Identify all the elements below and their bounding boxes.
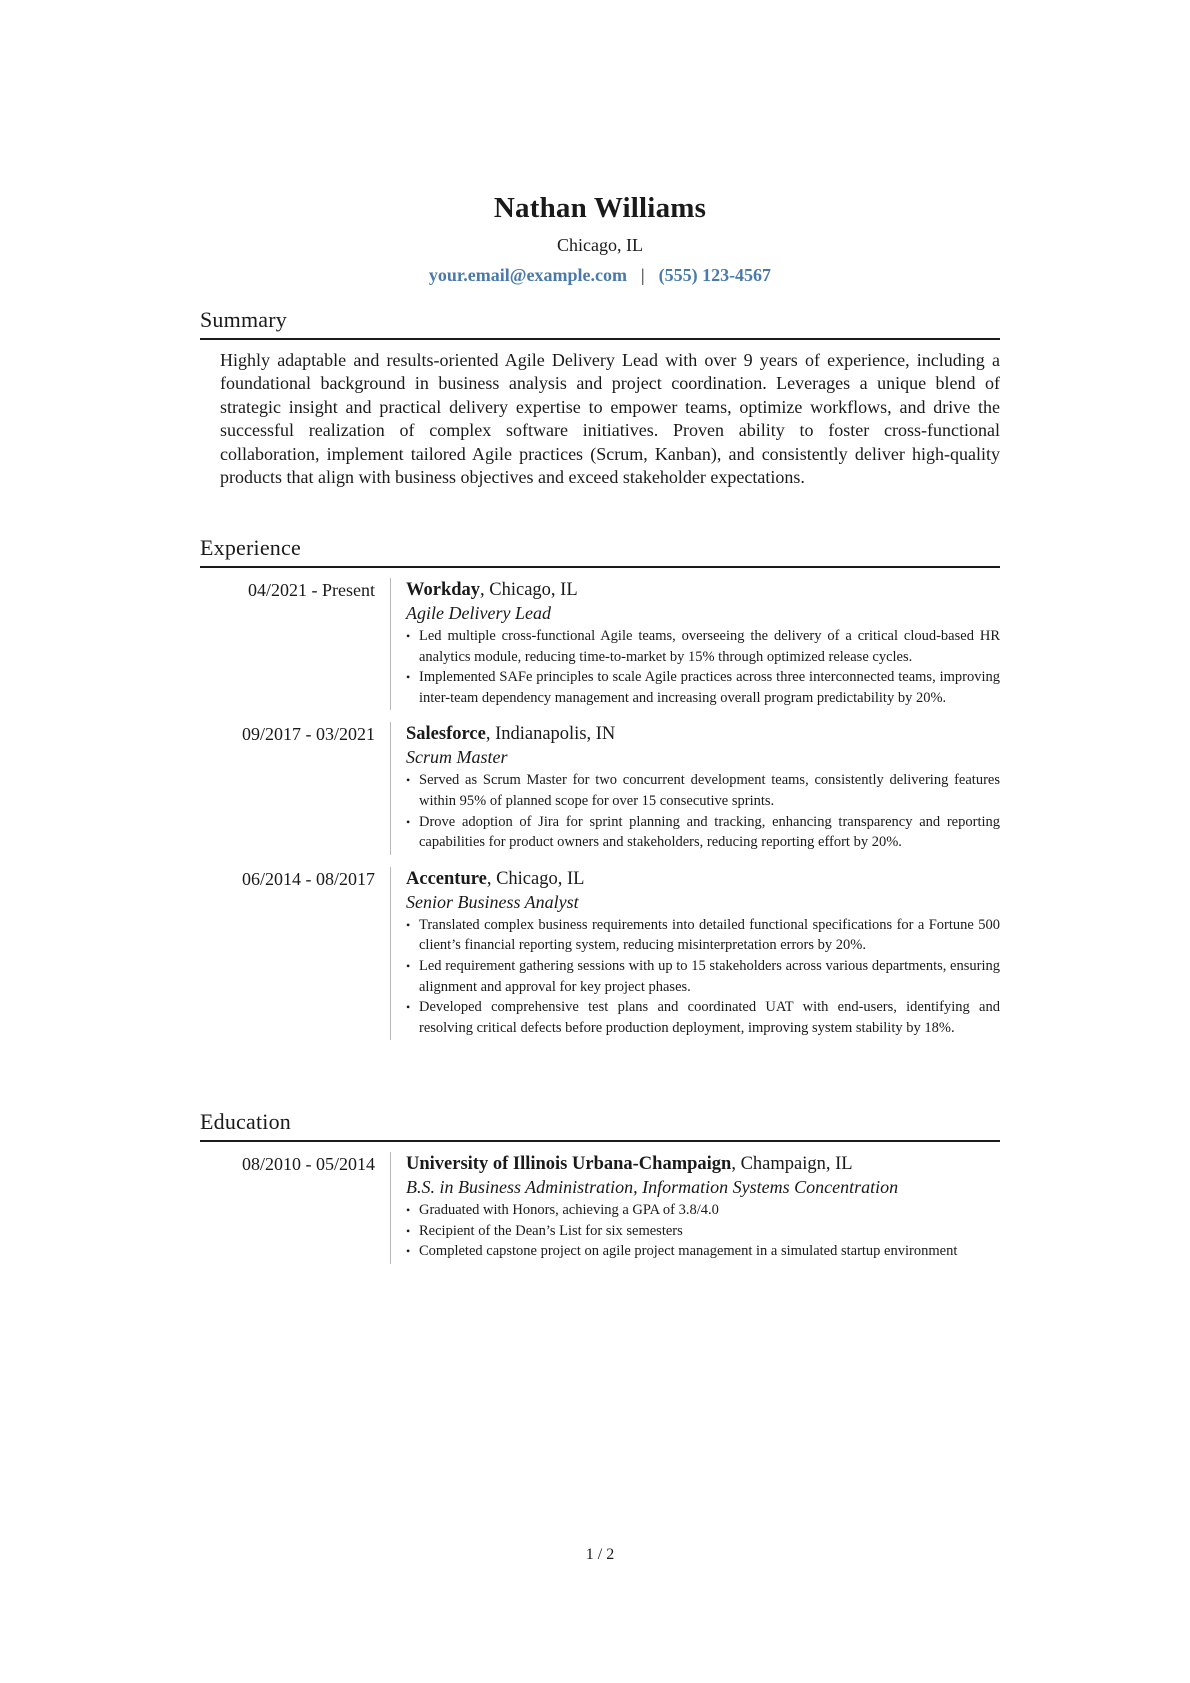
experience-details bbox=[390, 578, 1000, 710]
experience-bullet: • Translated complex business requirements into detailed functional specifications for a Fortune 500 client’s financial reporting system, reducing misinterpretation errors by 20%. bbox=[406, 915, 1000, 956]
candidate-location: Chicago, IL bbox=[557, 235, 643, 255]
experience-heading bbox=[406, 722, 1000, 746]
candidate-name: Nathan Williams bbox=[493, 192, 707, 224]
experience-bullet-list bbox=[406, 770, 1000, 852]
experience-bullet: • Served as Scrum Master for two concurrent development teams, consistently delivering features within 95% of planned scope for over 15 consecutive sprints. bbox=[406, 770, 1000, 811]
contact-separator: | bbox=[640, 265, 645, 285]
education-section bbox=[200, 1108, 1000, 1264]
section-title-experience: Experience bbox=[200, 534, 1000, 568]
experience-entry bbox=[200, 722, 1000, 854]
experience-date: 04/2021 - Present bbox=[248, 580, 375, 600]
education-location: , Champaign, IL bbox=[731, 1154, 853, 1174]
summary-text: Highly adaptable and results-oriented Agile Delivery Lead with over 9 years of experience, including a foundational background in business analysis and project coordination. Leverages a unique blend of strategic insight and practical delivery expertise to empower teams, optimize workflows, and drive the successful realization of complex software initiatives. Proven ability to foster cross-functional collaboration, implement tailored Agile practices (Scrum, Kanban), and consistently deliver high-quality products that align with business objectives and exceed stakeholder expectations. bbox=[220, 350, 1000, 488]
phone-link[interactable]: (555) 123-4567 bbox=[658, 265, 772, 285]
experience-entry bbox=[200, 578, 1000, 710]
education-details bbox=[390, 1152, 1000, 1264]
experience-section bbox=[200, 534, 1000, 1040]
education-entry bbox=[200, 1152, 1000, 1264]
experience-location: , Chicago, IL bbox=[486, 868, 585, 889]
experience-location: , Indianapolis, IN bbox=[485, 724, 616, 745]
education-role: B.S. in Business Administration, Information Systems Concentration bbox=[406, 1177, 899, 1197]
experience-details bbox=[390, 722, 1000, 854]
experience-role: Agile Delivery Lead bbox=[406, 603, 551, 623]
summary-section bbox=[200, 306, 1000, 489]
resume-page bbox=[200, 0, 1000, 1683]
experience-entry bbox=[200, 867, 1000, 1041]
experience-list bbox=[200, 578, 1000, 1040]
education-bullet: • Recipient of the Dean’s List for six semesters bbox=[406, 1221, 1000, 1242]
education-organization: University of Illinois Urbana-Champaign bbox=[406, 1154, 732, 1174]
experience-organization: Workday bbox=[406, 580, 481, 600]
experience-details bbox=[390, 867, 1000, 1041]
education-bullet-list bbox=[406, 1200, 1000, 1262]
education-bullet: • Completed capstone project on agile project management in a simulated startup environment bbox=[406, 1241, 1000, 1262]
resume-header bbox=[200, 190, 1000, 288]
education-bullet: • Graduated with Honors, achieving a GPA of 3.8/4.0 bbox=[406, 1200, 1000, 1221]
experience-heading bbox=[406, 867, 1000, 891]
experience-bullet: • Drove adoption of Jira for sprint planning and tracking, enhancing transparency and reporting capabilities for product owners and stakeholders, reducing reporting effort by 20%. bbox=[406, 812, 1000, 853]
experience-date: 09/2017 - 03/2021 bbox=[242, 724, 375, 745]
experience-heading bbox=[406, 578, 1000, 602]
section-title-summary: Summary bbox=[200, 306, 1000, 340]
experience-bullet-list bbox=[406, 915, 1000, 1039]
experience-location: , Chicago, IL bbox=[480, 580, 578, 600]
section-title-education: Education bbox=[200, 1108, 1000, 1142]
education-heading bbox=[406, 1152, 1000, 1176]
experience-role: Senior Business Analyst bbox=[406, 891, 579, 912]
contact-line bbox=[200, 262, 1000, 288]
education-date: 08/2010 - 05/2014 bbox=[242, 1154, 375, 1174]
experience-organization: Accenture bbox=[406, 868, 487, 889]
email-link[interactable]: your.email@example.com bbox=[428, 265, 627, 285]
experience-bullet: • Developed comprehensive test plans and coordinated UAT with end-users, identifying and resolving critical defects before production deployment, improving system stability by 18%. bbox=[406, 997, 1000, 1038]
education-list bbox=[200, 1152, 1000, 1264]
experience-date: 06/2014 - 08/2017 bbox=[242, 868, 375, 889]
experience-bullet: • Led multiple cross-functional Agile teams, overseeing the delivery of a critical cloud-based HR analytics module, reducing time-to-market by 15% through optimized release cycles. bbox=[406, 626, 1000, 667]
page-number: 1 / 2 bbox=[585, 1546, 615, 1563]
experience-organization: Salesforce bbox=[406, 724, 486, 745]
experience-bullet: • Led requirement gathering sessions with up to 15 stakeholders across various departments, ensuring alignment and approval for key project phases. bbox=[406, 956, 1000, 997]
experience-bullet: • Implemented SAFe principles to scale Agile practices across three interconnected teams, improving inter-team dependency management and increasing overall program predictability by 20%. bbox=[406, 667, 1000, 708]
experience-bullet-list bbox=[406, 626, 1000, 708]
experience-role: Scrum Master bbox=[406, 747, 508, 768]
